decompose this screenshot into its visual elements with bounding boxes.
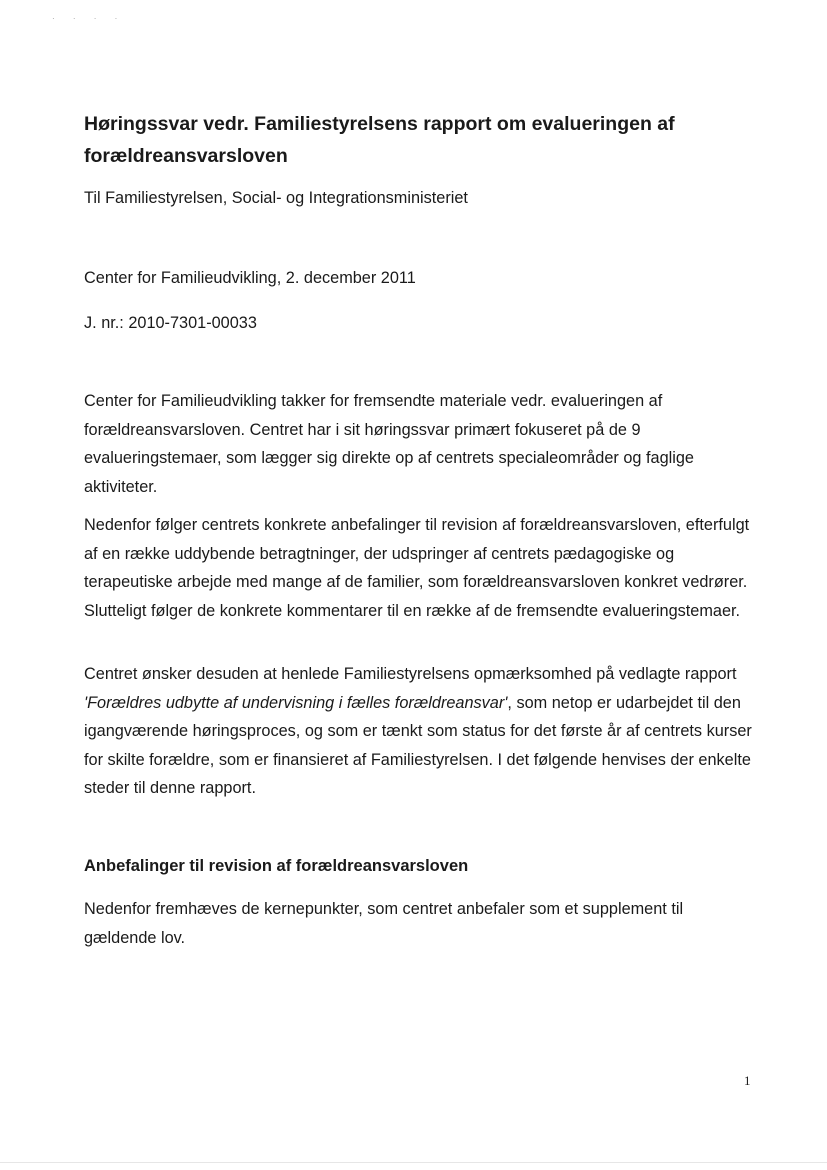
paragraph-recommendations-overview: Nedenfor følger centrets konkrete anbefalinger til revision af forældreansvarsloven, efterfulgt af en række uddybende betragtninger, der udspringer af centrets pædagogiske og terapeutiske arbejde med mange af de familier, som forældreansvarsloven konkret vedrører. Slutteligt følger de konkrete kommentarer til en række af de fremsendte evalueringstemaer. xyxy=(84,516,750,620)
recipient-line: Til Familiestyrelsen, Social- og Integrationsministeriet xyxy=(84,189,468,207)
document-title: Høringssvar vedr. Familiestyrelsens rapport om evalueringen af forældreansvarsloven xyxy=(84,113,675,167)
scan-bottom-edge xyxy=(0,1162,827,1163)
page-number: 1 xyxy=(744,1073,751,1088)
scan-specks: · · · · xyxy=(52,14,126,23)
paragraph-report-text-before: Centret ønsker desuden at henlede Familiestyrelsens opmærksomhed på vedlagte rapport xyxy=(84,665,737,683)
journal-number: J. nr.: 2010-7301-00033 xyxy=(84,314,257,332)
report-title-italic: 'Forældres udbytte af undervisning i fælles forældreansvar' xyxy=(84,693,508,712)
paragraph-intro: Center for Familieudvikling takker for fremsendte materiale vedr. evalueringen af forældreansvarsloven. Centret har i sit høringssvar primært fokuseret på de 9 evalueringstemaer, som lægger sig direkte op af centrets specialeområder og faglige aktiviteter. xyxy=(84,392,694,496)
section-heading: Anbefalinger til revision af forældreansvarsloven xyxy=(84,857,469,875)
sender-date-line: Center for Familieudvikling, 2. december 2011 xyxy=(84,269,416,287)
paragraph-report-reference xyxy=(84,660,759,803)
paragraph-section-intro: Nedenfor fremhæves de kernepunkter, som centret anbefaler som et supplement til gældende lov. xyxy=(84,900,684,947)
paragraph-report-text-after: , som netop er udarbejdet til den igangværende høringsproces, og som er tænkt som status for det første år af centrets kurser for skilte forældre, som er finansieret af Familiestyrelsen. I det følgende henvises der enkelte steder til denne rapport. xyxy=(84,693,752,797)
